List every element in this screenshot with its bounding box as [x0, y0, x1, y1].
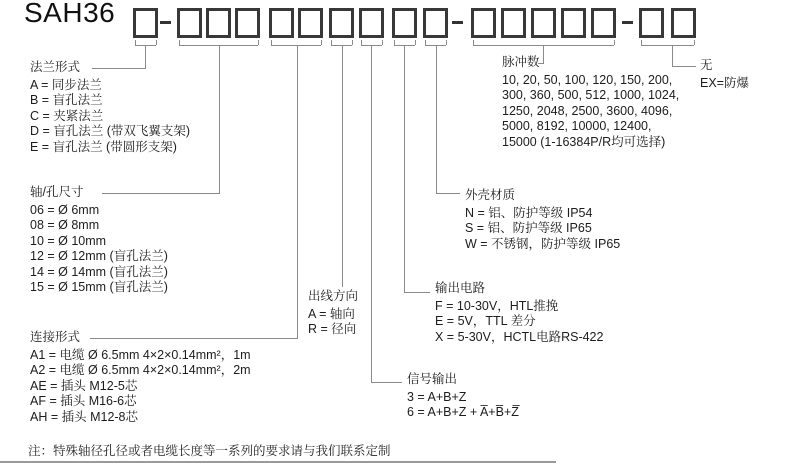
field-label-explosion-proof: 无	[700, 58, 713, 72]
connector-line	[371, 382, 402, 383]
connector-line	[371, 45, 372, 382]
bottom-divider	[0, 461, 556, 463]
field-explosion-proof	[700, 56, 749, 92]
field-option: X = 5-30V，HCTL电路RS-422	[435, 329, 604, 344]
field-pulse-count	[502, 55, 679, 150]
field-options-connection	[30, 348, 251, 426]
code-box	[639, 8, 664, 38]
field-options-shaft-size	[30, 203, 168, 296]
bracket-line	[382, 40, 383, 45]
bracket-line	[135, 40, 136, 45]
connector-line	[404, 292, 430, 293]
bracket-line	[394, 40, 395, 45]
field-option: D = 盲孔法兰 (带双飞翼支架)	[30, 124, 191, 138]
code-box	[177, 8, 202, 38]
field-options-flange	[30, 78, 190, 156]
code-box	[235, 8, 260, 38]
field-option: 15 = Ø 15mm (盲孔法兰)	[30, 280, 168, 294]
bracket-line	[361, 40, 362, 45]
bracket-line	[179, 40, 180, 45]
code-box	[329, 8, 354, 38]
bracket-line	[331, 40, 332, 45]
field-option: 1250, 2048, 2500, 3600, 4096,	[502, 103, 673, 118]
field-options-signal-output	[407, 390, 519, 421]
bracket-line	[271, 45, 321, 46]
code-box	[531, 8, 556, 38]
code-box	[298, 8, 323, 38]
field-option: 15000 (1-16384P/R均可选择)	[502, 134, 666, 149]
bracket-line	[614, 40, 615, 45]
model-prefix: SAH36	[24, 0, 116, 28]
bracket-line	[425, 40, 426, 45]
field-option: C = 夹紧法兰	[30, 108, 104, 123]
code-box	[561, 8, 586, 38]
bracket-line	[641, 45, 694, 46]
field-label-outlet-direction: 出线方向	[308, 289, 359, 303]
connector-line	[436, 193, 460, 194]
code-box	[392, 8, 417, 38]
field-option: W = 不锈钢，防护等级 IP65	[465, 236, 621, 251]
field-signal-output	[407, 372, 519, 421]
connector-line	[342, 45, 343, 287]
field-options-pulse-count	[502, 73, 679, 151]
field-option: 6 = A+B+Z + A̅+B̅+Z̅	[407, 405, 519, 419]
code-box	[591, 8, 616, 38]
field-option: 3 = A+B+Z	[407, 389, 467, 404]
field-option: 5000, 8192, 10000, 12400,	[502, 119, 652, 133]
connector-line	[436, 45, 437, 193]
field-option: E = 5V，TTL 差分	[435, 314, 536, 328]
field-label-pulse-count: 脉冲数	[502, 55, 540, 69]
field-housing-material	[465, 188, 620, 252]
field-outlet-direction	[308, 289, 358, 338]
bracket-line	[271, 40, 272, 45]
code-box	[269, 8, 294, 38]
code-box	[471, 8, 496, 38]
field-options-housing-material	[465, 206, 620, 253]
code-separator-dash	[622, 21, 633, 24]
bracket-line	[258, 40, 259, 45]
code-box	[423, 8, 448, 38]
field-label-housing-material: 外壳材质	[465, 188, 516, 202]
field-connection	[30, 330, 251, 425]
field-option: R = 径向	[308, 322, 357, 336]
field-option: E = 盲孔法兰 (带圆形支架)	[30, 139, 177, 154]
field-option: 08 = Ø 8mm	[30, 218, 100, 232]
field-label-connection: 连接形式	[30, 330, 81, 344]
bracket-line	[321, 40, 322, 45]
field-option: EX=防爆	[700, 76, 749, 90]
field-label-shaft-size: 轴/孔尺寸	[30, 185, 84, 199]
field-option: 10, 20, 50, 100, 120, 150, 200,	[502, 72, 673, 87]
field-option: 300, 360, 500, 512, 1000, 1024,	[502, 88, 680, 102]
field-label-output-circuit: 输出电路	[435, 281, 486, 295]
bracket-line	[641, 40, 642, 45]
field-option: F = 10-30V，HTL推挽	[435, 298, 559, 313]
code-box	[133, 8, 158, 38]
field-option: A = 同步法兰	[30, 77, 102, 92]
field-option: B = 盲孔法兰	[30, 93, 103, 107]
code-separator-dash	[160, 21, 171, 24]
field-option: 12 = Ø 12mm (盲孔法兰)	[30, 249, 168, 263]
connector-line	[297, 45, 298, 338]
footnote: 注：特殊轴径孔径或者电缆长度等一系列的要求请与我们联系定制	[28, 444, 391, 458]
field-option: N = 铝、防护等级 IP54	[465, 205, 593, 220]
code-box	[671, 8, 696, 38]
bracket-line	[446, 40, 447, 45]
field-option: A2 = 电缆 Ø 6.5mm 4×2×0.14mm²，2m	[30, 363, 251, 377]
field-output-circuit	[435, 281, 603, 345]
bracket-line	[156, 40, 157, 45]
field-option: AE = 插头 M12-5芯	[30, 378, 138, 393]
field-option: AH = 插头 M12-8芯	[30, 409, 139, 424]
field-option: AF = 插头 M16-6芯	[30, 394, 137, 408]
code-box	[206, 8, 231, 38]
field-options-output-circuit	[435, 299, 603, 346]
code-box	[359, 8, 384, 38]
bracket-line	[473, 40, 474, 45]
field-label-flange: 法兰形式	[30, 60, 81, 74]
field-flange	[30, 60, 190, 155]
field-option: S = 铝、防护等级 IP65	[465, 221, 592, 235]
code-box	[501, 8, 526, 38]
field-option: 06 = Ø 6mm	[30, 202, 100, 217]
bracket-line	[352, 40, 353, 45]
field-options-explosion-proof	[700, 74, 749, 92]
bracket-line	[415, 40, 416, 45]
code-separator-dash	[452, 21, 463, 24]
field-option: 10 = Ø 10mm	[30, 233, 107, 248]
field-option: A = 轴向	[308, 306, 355, 321]
field-option: 14 = Ø 14mm (盲孔法兰)	[30, 264, 168, 279]
field-shaft-size	[30, 185, 168, 296]
field-label-signal-output: 信号输出	[407, 372, 458, 386]
bracket-line	[694, 40, 695, 45]
field-option: A1 = 电缆 Ø 6.5mm 4×2×0.14mm²，1m	[30, 347, 251, 362]
connector-line	[404, 45, 405, 292]
connector-line	[219, 45, 220, 193]
field-options-outlet-direction	[308, 307, 358, 338]
